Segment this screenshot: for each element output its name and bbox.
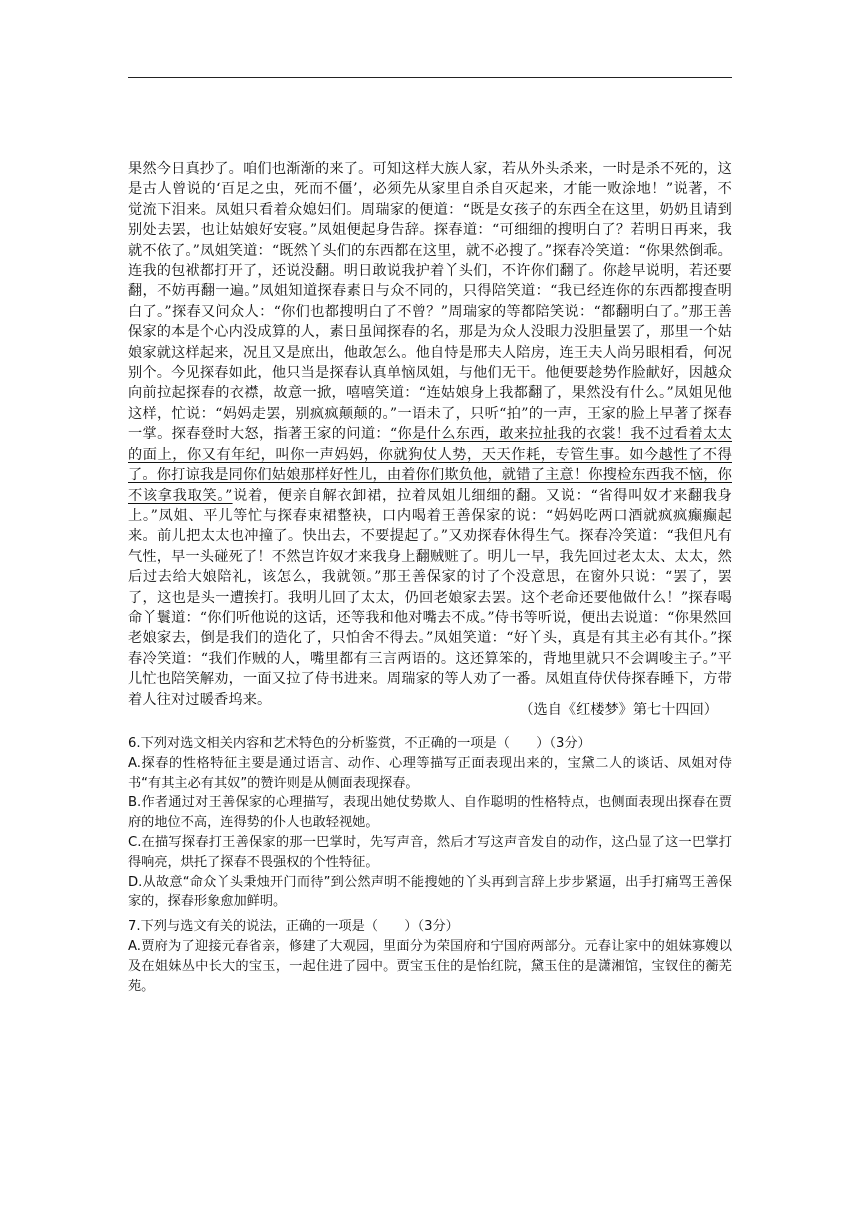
question-stem: 7.下列与选文有关的说法，正确的一项是（ ）（3分） [128, 919, 459, 935]
option-a: A.贾府为了迎接元春省亲，修建了大观园，里面分为荣国府和宁国府两部分。元春让家中的姐妹寡嫂以及在姐妹丛中长大的宝玉，一起住进了园中。贾宝玉住的是怡红院，黛玉住的是潇湘馆，宝钗住的蘅芜苑。 [128, 938, 732, 994]
document-page [128, 0, 732, 1216]
option-c: C.在描写探春打王善保家的那一巴掌时，先写声音，然后才写这声音发自的动作，这凸显了这一巴掌打得响亮，烘托了探春不畏强权的个性特征。 [128, 834, 732, 870]
passage-source: （选自《红楼梦》第七十四回） [519, 702, 718, 718]
passage-part-1: 果然今日真抄了。咱们也渐渐的来了。可知这样大族人家，若从外头杀来，一时是杀不死的，这是古人曾说的‘百足之虫，死而不僵’，必须先从家里自杀自灭起来，才能一败涂地！”说著，不觉流下泪来。凤姐只看着众媳妇们。周瑞家的便道：“既是女孩子的东西全在这里，奶奶且请到别处去罢，也让姑娘好安寝。”凤姐便起身告辞。探春道：“可细细的搜明白了？若明日再来，我就不依了。”凤姐笑道：“既然丫头们的东西都在这里，就不必搜了。”探春冷笑道：“你果然倒乖。连我的包袱都打开了，还说没翻。明日敢说我护着丫头们，不许你们翻了。你趁早说明，若还要翻，不妨再翻一遍。”凤姐知道探春素日与众不同的，只得陪笑道：“我已经连你的东西都搜查明白了。”探春又问众人：“你们也都搜明白了不曾？”周瑞家的等都陪笑说：“都翻明白了。”那王善保家的本是个心内没成算的人，素日虽闻探春的名，那是为众人没眼力没胆量罢了，那里一个姑娘家就这样起来，况且又是庶出，他敢怎么。他自恃是邢夫人陪房，连王夫人尚另眼相看，何况别个。今见探春如此，他只当是探春认真单恼凤姐，与他们无干。他便要趁势作脸献好，因越众向前拉起探春的衣襟，故意一掀，嘻嘻笑道：“连姑娘身上我都翻了，果然没有什么。”凤姐见他这样，忙说：“妈妈走罢，别疯疯颠颠的。”一语未了，只听“拍”的一声，王家的脸上早著了探春一掌。探春登时大怒，指著王家的问道： [128, 161, 732, 443]
option-a: A.探春的性格特征主要是通过语言、动作、心理等描写正面表现出来的，宝黛二人的谈话、凤姐对侍书“有其主必有其奴”的赞许则是从侧面表现探春。 [128, 755, 732, 791]
passage-part-2: 说着，便亲自解衣卸裙，拉着凤姐儿细细的翻。又说：“省得叫奴才来翻我身上。”凤姐、平儿等忙与探春束裙整袂，口内喝着王善保家的说：“妈妈吃两口酒就疯疯癫癫起来。前儿把太太也冲撞了。快出去，不要提起了。”又劝探春休得生气。探春冷笑道：“我但凡有气性，早一头碰死了！不然岂许奴才来我身上翻贼赃了。明儿一早，我先回过老太太、太太，然后过去给大娘陪礼，该怎么，我就领。”那王善保家的讨了个没意思，在窗外只说：“罢了，罢了，这也是头一遭挨打。我明儿回了太太，仍回老娘家去罢。这个老命还要他做什么！”探春喝命丫鬟道：“你们听他说的这话，还等我和他对嘴去不成。”侍书等听说，便出去说道：“你果然回老娘家去，倒是我们的造化了，只怕舍不得去。”凤姐笑道：“好丫头，真是有其主必有其仆。”探春冷笑道：“我们作贼的人，嘴里都有三言两语的。这还算笨的，背地里就只不会调唆主子。”平儿忙也陪笑解劝，一面又拉了侍书进来。周瑞家的等人劝了一番。凤姐直侍伏侍探春睡下，方带着人往对过暖香坞来。 [128, 487, 732, 708]
question-6 [128, 734, 732, 912]
header-rule [128, 77, 732, 78]
passage [128, 159, 732, 710]
question-stem: 6.下列对选文相关内容和艺术特色的分析鉴赏，不正确的一项是（ ）（3分） [128, 736, 591, 751]
question-7 [128, 917, 732, 996]
passage-text [128, 159, 732, 710]
option-b: B.作者通过对王善保家的心理描写，表现出她仗势欺人、自作聪明的性格特点，也侧面表现出探春在贾府的地位不高，连得势的仆人也敢轻视她。 [128, 795, 732, 831]
underlined-passage: “你是什么东西，敢来拉扯我的衣裳！我不过看着太太的面上，你又有年纪，叫你一声妈妈，你就狗仗人势，天天作耗，专管生事。如今越性了不得了。你打谅我是同你们姑娘那样好性儿，由着你们欺负他，就错了主意！你搜检东西我不恼，你不该拿我取笑。” [128, 426, 732, 504]
questions [128, 734, 732, 1001]
option-d: D.从故意“命众丫头秉烛开门而待”到公然声明不能搜她的丫头再到言辞上步步紧逼，出手打痛骂王善保家的，探春形象愈加鲜明。 [128, 874, 732, 910]
